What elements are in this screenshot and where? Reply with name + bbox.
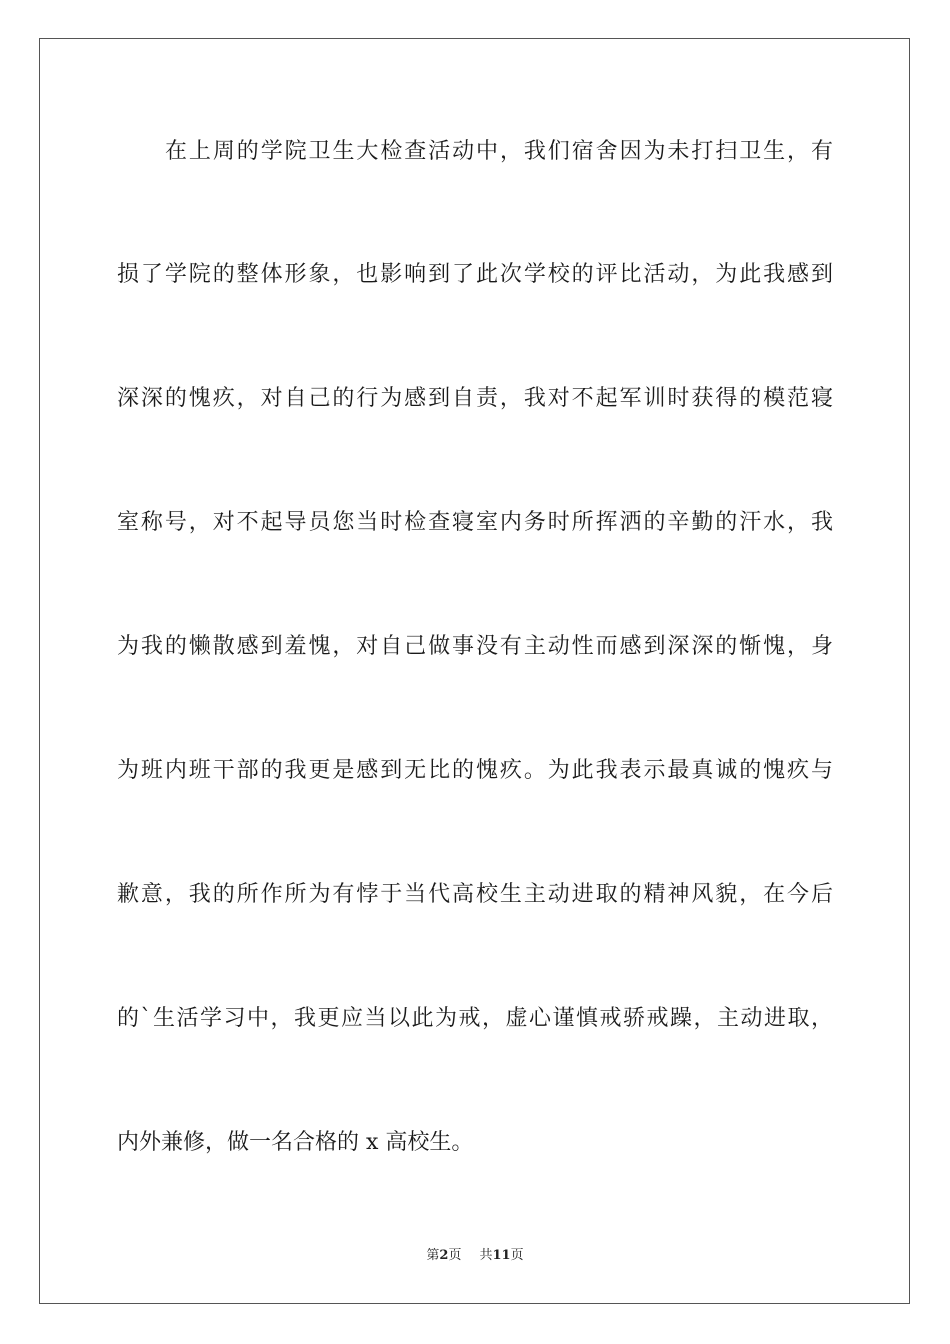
page-number: 2	[439, 1248, 449, 1263]
page-suffix: 页	[448, 1248, 462, 1263]
page-prefix: 第	[426, 1248, 440, 1263]
paragraph-line-4: 室称号，对不起导员您当时检查寝室内务时所挥洒的辛勤的汗水，我	[117, 510, 833, 535]
page-border	[39, 38, 910, 1304]
total-suffix: 页	[510, 1248, 524, 1263]
total-pages: 11	[492, 1248, 511, 1263]
total-prefix: 共	[479, 1248, 493, 1263]
paragraph-line-7: 歉意，我的所作所为有悖于当代高校生主动进取的精神风貌，在今后	[117, 882, 833, 907]
paragraph-line-1: 在上周的学院卫生大检查活动中，我们宿舍因为未打扫卫生，有	[165, 139, 833, 164]
page-footer	[0, 1247, 950, 1265]
paragraph-line-6: 为班内班干部的我更是感到无比的愧疚。为此我表示最真诚的愧疚与	[117, 758, 833, 783]
paragraph-line-3: 深深的愧疚，对自己的行为感到自责，我对不起军训时获得的模范寝	[117, 386, 833, 411]
paragraph-line-8: 的`生活学习中，我更应当以此为戒，虚心谨慎戒骄戒躁，主动进取，	[117, 1006, 833, 1031]
paragraph-line-2: 损了学院的整体形象，也影响到了此次学校的评比活动，为此我感到	[117, 262, 833, 287]
paragraph-line-9: 内外兼修，做一名合格的 x 高校生。	[117, 1130, 474, 1155]
paragraph-line-5: 为我的懒散感到羞愧，对自己做事没有主动性而感到深深的惭愧，身	[117, 634, 833, 659]
